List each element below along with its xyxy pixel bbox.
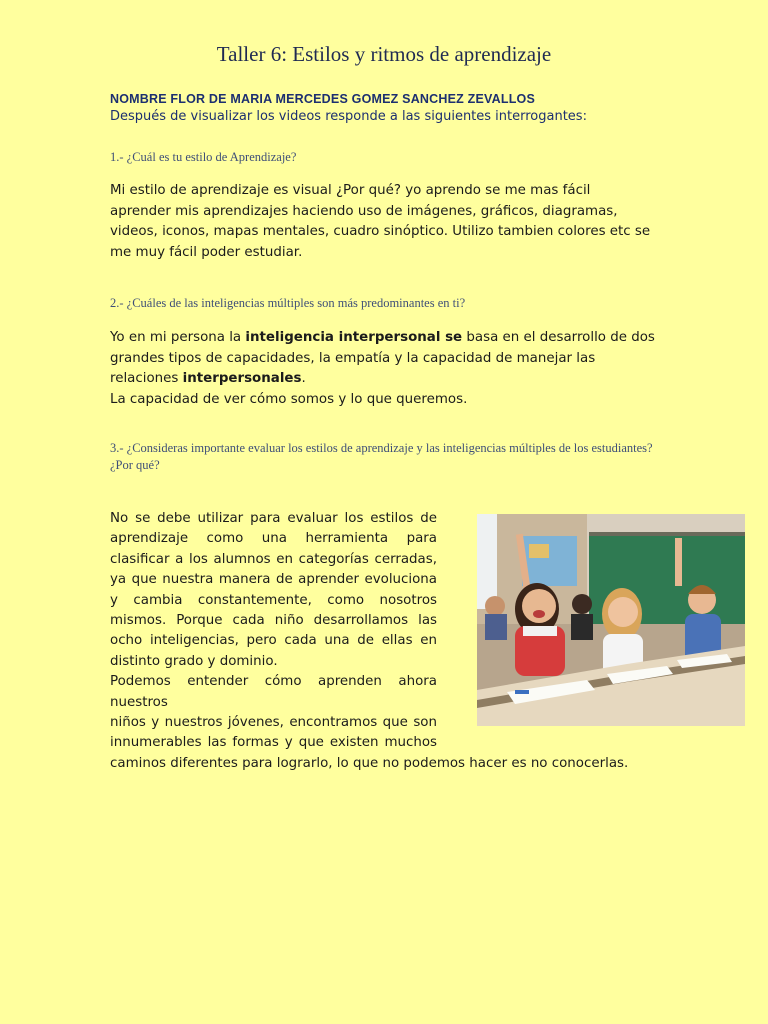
answer-2-period: .: [301, 371, 306, 386]
answer-3-line: Podemos entender cómo aprenden ahora nuestros: [110, 674, 437, 710]
classroom-photo: [477, 514, 745, 726]
answer-2-text-cont: basa en el desarrollo de dos grandes tipos de capacidades, la empatía y la capacidad de manejar las relaciones: [110, 330, 655, 386]
answer-3-paragraph-1: No se debe utilizar para evaluar los estilos de aprendizaje como una herramienta para clasificar a los alumnos en categorías cerradas, ya que nuestra manera de aprender evoluciona y cambia constantemente, como nosotros mismos. Porque cada niño desarrollamos las ocho inteligencias, pero cada una de ellas en distinto grado y dominio.: [110, 511, 437, 669]
answer-3-last-line: caminos diferentes para lograrlo, lo que no podemos hacer es no conocerlas.: [110, 755, 629, 771]
student-name: NOMBRE FLOR DE MARIA MERCEDES GOMEZ SANCHEZ ZEVALLOS: [110, 92, 535, 106]
answer-1: Mi estilo de aprendizaje es visual ¿Por qué? yo aprendo se me mas fácil aprender mis aprendizajes haciendo uso de imágenes, gráficos, diagramas, videos, iconos, mapas mentales, cuadro sinóptico. Utilizo tambien colores etc se me muy fácil poder estudiar.: [110, 183, 651, 260]
question-2: 2.- ¿Cuáles de las inteligencias múltiples son más predominantes en ti?: [110, 296, 466, 310]
answer-3-line: innumerables las formas y que existen muchos: [110, 735, 437, 751]
answer-2-bold: inteligencia interpersonal se: [245, 330, 463, 345]
answer-2-line-2: La capacidad de ver cómo somos y lo que queremos.: [110, 391, 468, 407]
question-3: 3.- ¿Consideras importante evaluar los estilos de aprendizaje y las inteligencias múltiples de los estudiantes? ¿Por qué?: [110, 441, 653, 472]
answer-2-text: Yo en mi persona la: [110, 330, 246, 345]
answer-3-paragraph-2: [110, 672, 437, 754]
question-1: 1.- ¿Cuál es tu estilo de Aprendizaje?: [110, 150, 297, 164]
document-title: Taller 6: Estilos y ritmos de aprendizaje: [216, 42, 552, 66]
answer-2: [110, 328, 655, 410]
answer-3-line: niños y nuestros jóvenes, encontramos que son: [110, 715, 437, 731]
answer-2-bold-2: interpersonales: [182, 371, 302, 386]
instructions: Después de visualizar los videos responde a las siguientes interrogantes:: [110, 109, 587, 124]
